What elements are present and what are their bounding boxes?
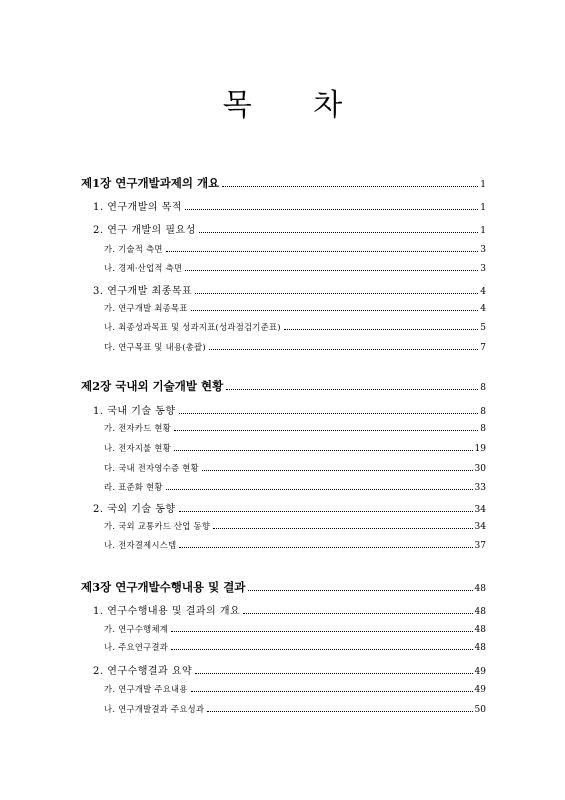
toc-entry-label: 나. 연구개발결과 주요성과 bbox=[104, 704, 205, 714]
toc-entry-label: 나. 주요연구결과 bbox=[104, 642, 169, 652]
toc-chapter[interactable] bbox=[81, 378, 486, 394]
toc-page-number: 8 bbox=[480, 424, 486, 434]
toc-page-number: 1 bbox=[480, 203, 486, 213]
toc-leader-dots bbox=[174, 430, 478, 431]
toc-leader-dots bbox=[213, 528, 472, 529]
toc-page-number: 50 bbox=[474, 705, 486, 715]
toc-leader-dots bbox=[179, 511, 473, 512]
toc-leader-dots bbox=[195, 293, 478, 294]
toc-entry-label: 나. 최종성과목표 및 성과지표(성과점검기준표) bbox=[104, 322, 281, 332]
toc-leader-dots bbox=[166, 251, 479, 252]
toc-entry-label: 나. 경제·산업적 측면 bbox=[104, 263, 183, 273]
toc-entry-label: 라. 표준화 현황 bbox=[104, 482, 163, 492]
toc-page-number: 48 bbox=[474, 584, 486, 594]
toc-entry-label: 나. 전자지불 현황 bbox=[104, 443, 172, 453]
toc-entry-label: 가. 연구수행체계 bbox=[104, 624, 169, 634]
toc-subsection[interactable] bbox=[104, 481, 486, 493]
toc-entry-label: 1. 연구개발의 목적 bbox=[93, 202, 183, 213]
toc-entry-label: 나. 전자결제시스템 bbox=[104, 540, 177, 550]
toc-leader-dots bbox=[207, 711, 472, 712]
toc-page-number: 34 bbox=[474, 505, 486, 515]
toc-section[interactable] bbox=[93, 602, 486, 617]
toc-leader-dots bbox=[195, 673, 472, 674]
toc-entry-label: 2. 연구수행결과 요약 bbox=[93, 666, 193, 677]
toc-subsection[interactable] bbox=[104, 623, 486, 635]
toc-page-number: 49 bbox=[474, 667, 486, 677]
toc-page-number: 5 bbox=[480, 323, 486, 333]
toc-subsection[interactable] bbox=[104, 262, 486, 274]
toc-leader-dots bbox=[179, 547, 472, 548]
toc-page-number: 48 bbox=[474, 607, 486, 617]
toc-entry-label: 가. 전자카드 현황 bbox=[104, 423, 172, 433]
toc-page-number: 4 bbox=[480, 304, 486, 314]
toc-section[interactable] bbox=[93, 221, 486, 236]
toc-entry-label: 2. 연구 개발의 필요성 bbox=[93, 225, 196, 236]
toc-page-number: 33 bbox=[474, 483, 486, 493]
toc-subsection[interactable] bbox=[104, 683, 486, 695]
toc-leader-dots bbox=[185, 209, 478, 210]
toc-leader-dots bbox=[202, 470, 473, 471]
toc-entry-label: 가. 국외 교통카드 산업 동향 bbox=[104, 521, 211, 531]
toc-entry-label: 가. 연구개발 최종목표 bbox=[104, 303, 188, 313]
toc-page-number: 34 bbox=[474, 522, 486, 532]
toc-entry-label: 가. 기술적 측면 bbox=[104, 244, 163, 254]
toc-leader-dots bbox=[226, 389, 478, 390]
toc-page-number: 48 bbox=[474, 625, 486, 635]
toc-entry-label: 다. 국내 전자영수증 현황 bbox=[104, 463, 199, 473]
toc-page-number: 7 bbox=[480, 343, 486, 353]
toc-subsection[interactable] bbox=[104, 703, 486, 715]
toc-page-number: 37 bbox=[474, 541, 486, 551]
toc-leader-dots bbox=[191, 691, 473, 692]
toc-page-number: 8 bbox=[480, 407, 486, 417]
toc-subsection[interactable] bbox=[104, 520, 486, 532]
toc-leader-dots bbox=[248, 590, 472, 591]
toc-entry-label: 1. 연구수행내용 및 결과의 개요 bbox=[93, 606, 241, 617]
toc-subsection[interactable] bbox=[104, 302, 486, 314]
toc-entry-label: 제3장 연구개발수행내용 및 결과 bbox=[81, 580, 246, 594]
toc-chapter[interactable] bbox=[81, 579, 486, 595]
toc-entry-label: 가. 연구개발 주요내용 bbox=[104, 684, 188, 694]
toc-section[interactable] bbox=[93, 282, 486, 297]
toc-page-number: 3 bbox=[480, 245, 486, 255]
page-title: 목 차 bbox=[222, 88, 369, 123]
toc-subsection[interactable] bbox=[104, 321, 486, 333]
toc-page-number: 8 bbox=[480, 383, 486, 393]
toc-leader-dots bbox=[222, 186, 478, 187]
toc-page-number: 49 bbox=[474, 685, 486, 695]
toc-subsection[interactable] bbox=[104, 243, 486, 255]
toc-subsection[interactable] bbox=[104, 539, 486, 551]
toc-entry-label: 3. 연구개발 최종목표 bbox=[93, 286, 193, 297]
toc-chapter[interactable] bbox=[81, 175, 486, 191]
toc-subsection[interactable] bbox=[104, 341, 486, 353]
toc-subsection[interactable] bbox=[104, 462, 486, 474]
toc-section[interactable] bbox=[93, 662, 486, 677]
toc-section[interactable] bbox=[93, 198, 486, 213]
toc-subsection[interactable] bbox=[104, 422, 486, 434]
toc-entry-label: 1. 국내 기술 동향 bbox=[93, 406, 176, 417]
toc-leader-dots bbox=[209, 349, 478, 350]
toc-subsection[interactable] bbox=[104, 641, 486, 653]
toc-page-number: 3 bbox=[480, 264, 486, 274]
toc-subsection[interactable] bbox=[104, 442, 486, 454]
toc-entry-label: 제1장 연구개발과제의 개요 bbox=[81, 176, 220, 190]
toc-page-number: 19 bbox=[474, 444, 486, 454]
toc-page-number: 48 bbox=[474, 643, 486, 653]
toc-section[interactable] bbox=[93, 402, 486, 417]
toc-leader-dots bbox=[284, 329, 478, 330]
toc-leader-dots bbox=[174, 450, 473, 451]
toc-entry-label: 2. 국외 기술 동향 bbox=[93, 504, 176, 515]
toc-page-number: 1 bbox=[480, 226, 486, 236]
toc-leader-dots bbox=[191, 310, 479, 311]
toc-page-number: 1 bbox=[480, 180, 486, 190]
toc-entry-label: 제2장 국내외 기술개발 현황 bbox=[81, 379, 224, 393]
toc-leader-dots bbox=[179, 413, 479, 414]
toc-leader-dots bbox=[171, 649, 472, 650]
toc-section[interactable] bbox=[93, 500, 486, 515]
toc-entry-label: 다. 연구목표 및 내용(총괄) bbox=[104, 342, 206, 352]
toc-page-number: 30 bbox=[474, 464, 486, 474]
toc-leader-dots bbox=[166, 489, 473, 490]
toc-leader-dots bbox=[171, 631, 472, 632]
toc-leader-dots bbox=[185, 270, 478, 271]
toc-leader-dots bbox=[243, 613, 472, 614]
toc-page-number: 4 bbox=[480, 287, 486, 297]
toc-leader-dots bbox=[199, 232, 478, 233]
